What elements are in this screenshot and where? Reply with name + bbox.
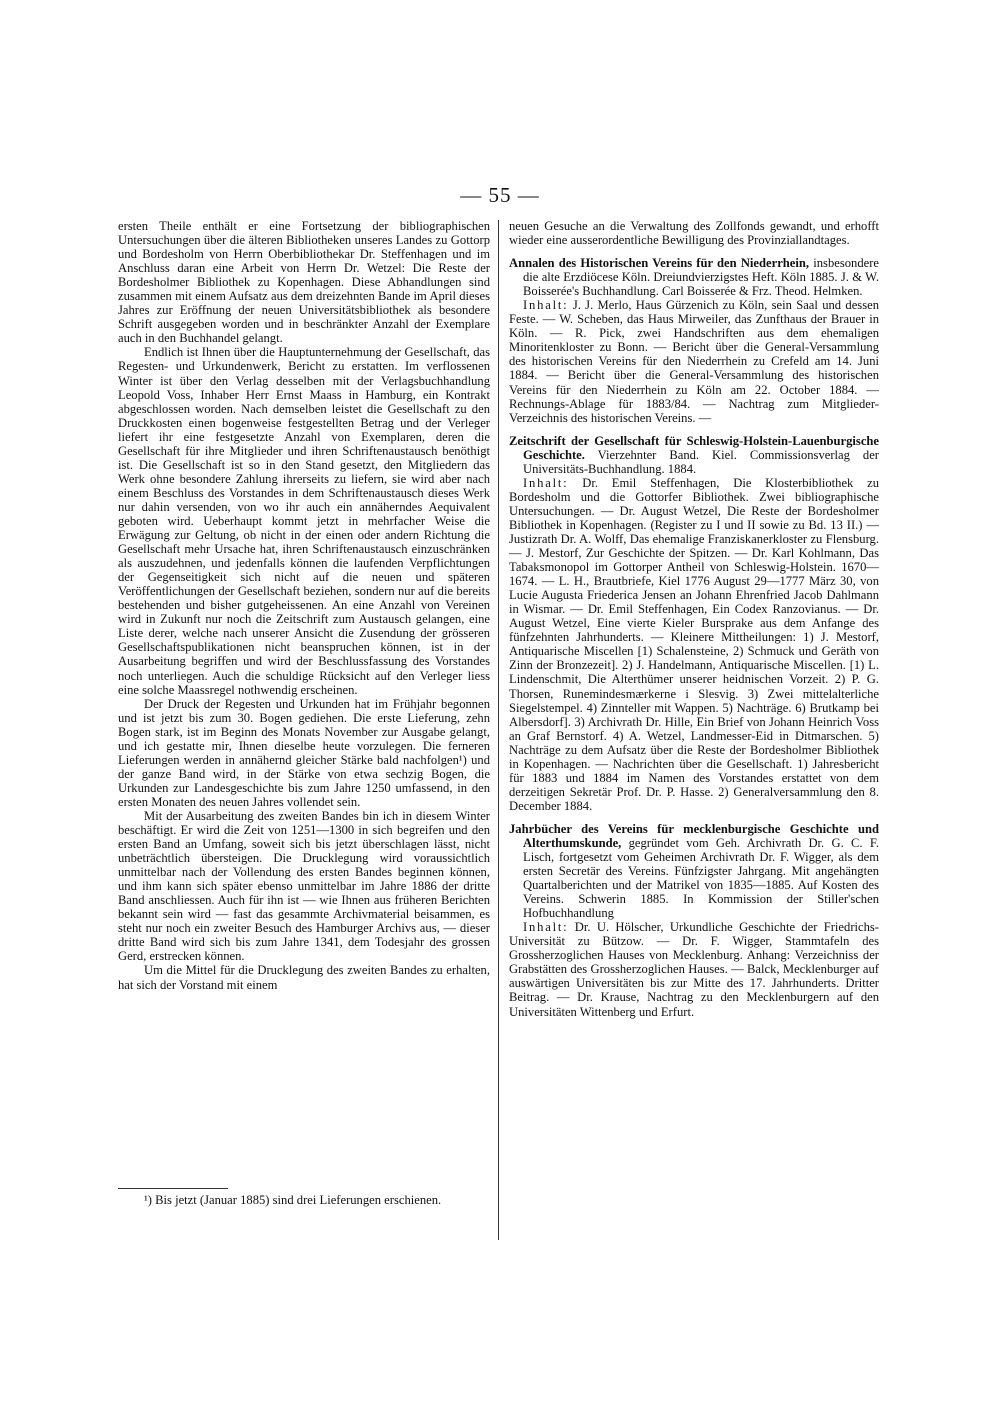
entry-title: Jahrbücher des Vereins für mecklenburgische Geschichte und Alterthumskunde, <box>509 821 879 850</box>
contents-label: Inhalt: <box>523 475 569 490</box>
entry-contents <box>509 298 879 424</box>
contents-text: J. J. Merlo, Haus Gürzenich zu Köln, sein Saal und dessen Feste. — W. Scheben, das Haus Mirweiler, das Zunfthaus der Brauer in Köln. — R. Pick, zwei Handschriften aus dem ehemaligen Minoritenkloster zu Bonn. — Bericht über die General-Versammlung des historischen Vereins für den Niederrhein zu Crefeld am 14. Juni 1884. — Bericht über die General-Versammlung des historischen Vereins für den Niederrhein zu Köln am 22. October 1884. — Rechnungs-Ablage für 1883/84. — Nachtrag zum Mitglieder-Verzeichnis des historischen Vereins. — <box>509 298 879 425</box>
contents-text: Dr. U. Hölscher, Urkundliche Geschichte der Friedrichs-Universität zu Bützow. — Dr. F. Wigger, Stammtafeln des Grossherzoglichen Hauses von Mecklenburg. Anhang: Verzeichniss der Grabstätten des Grossherzoglichen Hauses. — Balck, Mecklenburger auf auswärtigen Universitäten bis zur Mitte des 17. Jahrhunderts. Dritter Beitrag. — Dr. Krause, Nachtrag zu den Mecklenburgern auf den Universitäten Wittenberg und Erfurt. <box>509 920 879 1019</box>
bibliography-entry <box>509 822 879 920</box>
contents-label: Inhalt: <box>523 298 569 313</box>
entry-contents <box>509 920 879 1018</box>
footnote-text: ¹) Bis jetzt (Januar 1885) sind drei Lieferungen erschienen. <box>144 1193 442 1207</box>
page-number: — 55 — <box>460 183 540 207</box>
entry-imprint: insbesondere die alte Erzdiöcese Köln. Dreiundvierzigstes Heft. Köln 1885. J. & W. Boisserée's Buchhandlung. Carl Boisserée & Frz. Theod. Helmken. <box>523 256 879 299</box>
column-divider <box>498 220 499 1240</box>
bibliography-entry <box>509 434 879 476</box>
paragraph: Der Druck der Regesten und Urkunden hat im Frühjahr begonnen und ist jetzt bis zum 30. Bogen gediehen. Die erste Lieferung, zehn Bogen stark, ist im Beginn des Monats November zur Ausgabe gelangt, und ich gestatte mir, Ihnen dieselbe heute vorzulegen. Die ferneren Lieferungen werden in annähernd gleicher Stärke bald nachfolgen¹) und der ganze Band wird, in der Stärke von etwa sechzig Bogen, die Urkunden zur Landesgeschichte bis zum Jahre 1250 umfassend, in den ersten Monaten des neuen Jahres vollendet sein. <box>118 696 490 809</box>
entry-title: Zeitschrift der Gesellschaft für Schleswig-Holstein-Lauenburgische Geschichte. <box>509 433 879 462</box>
entry-imprint: Vierzehnter Band. Kiel. Commissionsverlag der Universitäts-Buchhandlung. 1884. <box>523 447 879 476</box>
paragraph: Endlich ist Ihnen über die Hauptunternehmung der Gesellschaft, das Regesten- und Urkundenwerk, Bericht zu erstatten. Im verflossenen Winter ist über den Verlag desselben mit der Verlagsbuchhandlung Leopold Voss, Inhaber Herr Ernst Maass in Hamburg, ein Kontrakt abgeschlossen worden. Nach demselben leistet die Gesellschaft zu den Druckkosten einen bogenweise festgestellten Betrag und der Verleger liefert ihr eine festgesetzte Anzahl von Exemplaren, deren die Gesellschaft für ihre Mitglieder und ihren Schriftenaustausch benöthigt ist. Die Gesellschaft ist so in den Stand gesetzt, den Mitgliedern das Werk ohne besondere Zahlung ihrerseits zu liefern, sie wird aber nach einem Beschluss des Vorstandes in dem Schriftenaustausch dieses Werk nur dahin versenden, von wo ihr auch ein annäherndes Aequivalent geboten wird. Ueberhaupt kommt jetzt in mehrfacher Weise die Erwägung zur Geltung, ob nicht in der einen oder andern Richtung die Gesellschaft mehr Ursache hat, ihren Schriftenaustausch einzuschränken als auszudehnen, und jedenfalls können die laufenden Verpflichtungen der Gegenseitigkeit sich nicht auf die neuen und späteren Veröffentlichungen der Gesellschaft beziehen, sondern nur auf die bereits bestehenden und bisher gutgeheissenen. An eine Anzahl von Vereinen wird in Zukunft nur noch die Zeitschrift zum Austausch gelangen, eine Liste derer, welche nach unserer Ansicht die Zusendung der grösseren Gesellschaftspublikationen nicht beanspruchen können, ist in der Ausarbeitung begriffen und wird der Beschlussfassung des Vorstandes noch unterliegen. Auch die schuldige Rücksicht auf den Verleger liess eine solche Maassregel nothwendig erscheinen. <box>118 345 490 697</box>
paragraph: Um die Mittel für die Drucklegung des zweiten Bandes zu erhalten, hat sich der Vorstand mit einem <box>118 963 490 992</box>
paragraph: neuen Gesuche an die Verwaltung des Zollfonds gewandt, und erhofft wieder eine ausserordentliche Bewilligung des Provinziallandtages. <box>509 219 879 248</box>
contents-label: Inhalt: <box>523 920 569 935</box>
contents-text: Dr. Emil Steffenhagen, Die Klosterbibliothek zu Bordesholm und die Gottorfer Bibliothek. Zwei bibliographische Untersuchungen. — Dr. August Wetzel, Die Reste der Bordesholmer Bibliothek in Kopenhagen. (Register zu I und II sowie zu Bd. 13 II.) — Justizrath Dr. A. Wolff, Das ehemalige Franziskanerkloster zu Flensburg. — J. Mestorf, Zur Geschichte der Spitzen. — Dr. Karl Kohlmann, Das Tabaksmonopol im Gottorper Antheil von Schleswig-Holstein. 1670—1674. — L. H., Brautbriefe, Kiel 1776 August 29—1777 März 30, von Lucie Augusta Friederica Jensen an Johann Ehrenfried Jacob Dahlmann in Wismar. — Dr. Emil Steffenhagen, Ein Codex Ranzovianus. — Dr. August Wetzel, Eine vierte Kieler Bursprake aus dem Anfange des fünfzehnten Jahrhunderts. — Kleinere Mittheilungen: 1) J. Mestorf, Antiquarische Miscellen [1) Schalensteine, 2) Schmuck und Geräth von Zinn der Bronzezeit]. 2) J. Handelmann, Antiquarische Miscellen. [1) L. Lindenschmit, Die Alterthümer unserer heidnischen Vorzeit. 2) P. G. Thorsen, Runemindesmærkerne i Slesvig. 3) Zwei mittelalterliche Siegelstempel. 4) Zinnteller mit Wappen. 5) Nachträge. 6) Brutkamp bei Albersdorf]. 3) Archivrath Dr. Hille, Ein Brief von Johann Heinrich Voss an Graf Bernstorf. 4) A. Wetzel, Landmesser-Eid in Ditmarschen. 5) Nachträge zu dem Aufsatz über die Reste der Bordesholmer Bibliothek in Kopenhagen. — Nachrichten über die Gesellschaft. 1) Jahresbericht für 1883 und 1884 im Namen des Vorstandes erstattet von dem derzeitigen Sekretär Prof. Dr. P. Hasse. 2) Generalversammlung den 8. December 1884. <box>509 475 880 813</box>
footnote-rule <box>118 1188 228 1189</box>
left-column <box>118 219 490 992</box>
entry-imprint: gegründet vom Geh. Archivrath Dr. G. C. F. Lisch, fortgesetzt vom Geheimen Archivrath Dr. F. Wigger, als dem ersten Secretär des Vereins. Fünfzigster Jahrgang. Mit angehängten Quartalberichten und der Matrikel von 1835—1885. Auf Kosten des Vereins. Schwerin 1885. In Kommission der Stiller'schen Hofbuchhandlung <box>523 835 879 921</box>
bibliography-entry <box>509 256 879 298</box>
entry-contents <box>509 476 879 813</box>
paragraph: ersten Theile enthält er eine Fortsetzung der bibliographischen Untersuchungen über die älteren Bibliotheken unseres Landes zu Gottorp und Bordesholm von Herrn Oberbibliothekar Dr. Steffenhagen und im Anschluss daran eine Arbeit von Herrn Dr. Wetzel: Die Reste der Bordesholmer Bibliothek zu Kopenhagen. Diese Abhandlungen sind zusammen mit einem Aufsatz aus dem dreizehnten Bande im April dieses Jahres zur Eröffnung der neuen Universitätsbibliothek als besondere Schrift ausgegeben worden und in beschränkter Anzahl der Exemplare auch in den Buchhandel gelangt. <box>118 219 490 346</box>
right-column <box>509 219 879 1019</box>
entry-title: Annalen des Historischen Vereins für den Niederrhein, <box>509 256 810 271</box>
footnote <box>118 1193 490 1207</box>
paragraph: Mit der Ausarbeitung des zweiten Bandes bin ich in diesem Winter beschäftigt. Er wird die Zeit von 1251—1300 in sich begreifen und den ersten Band an Umfang, soweit sich bis jetzt überschlagen lässt, nicht unbeträchtlich übersteigen. Die Drucklegung wird voraussichtlich unmittelbar nach der Vollendung des ersten Bandes beginnen können, und ihm kann sich später ebenso unmittelbar im Jahre 1886 der dritte Band anschliessen. Auch für ihn ist — wie Ihnen aus früheren Berichten bekannt sein wird — fast das gesammte Archivmaterial beisammen, es steht nur noch ein zweiter Besuch des Hamburger Archivs aus, — dieser dritte Band wird sich bis zum Jahre 1341, dem Todesjahr des grossen Gerd, erstrecken können. <box>118 808 490 964</box>
